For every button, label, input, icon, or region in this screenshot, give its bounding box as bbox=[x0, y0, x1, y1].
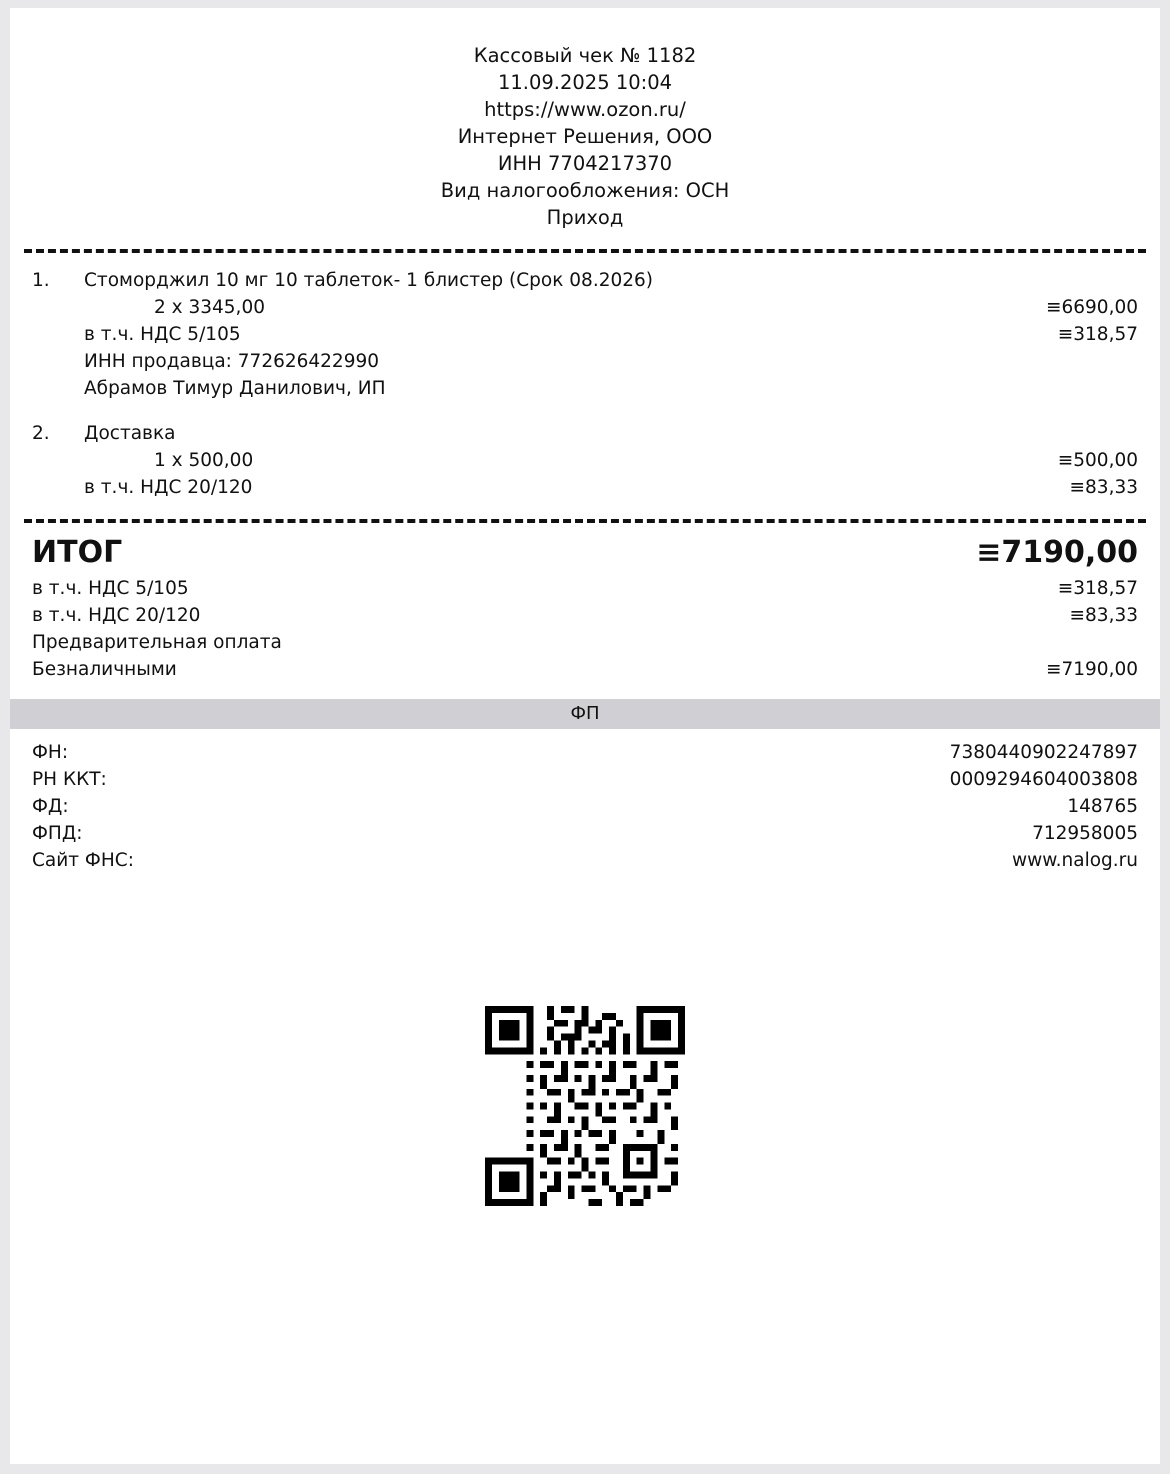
qr-container bbox=[10, 1006, 1160, 1206]
cashless-label: Безналичными bbox=[32, 659, 177, 680]
list-item bbox=[32, 267, 1138, 402]
total-vat2-amount: ≡83,33 bbox=[1069, 605, 1138, 626]
item-amount: ≡500,00 bbox=[1057, 450, 1138, 471]
item-vat-label: в т.ч. НДС 5/105 bbox=[84, 324, 241, 345]
item-seller-name: Абрамов Тимур Данилович, ИП bbox=[84, 378, 386, 399]
item-seller-inn: ИНН продавца: 772626422990 bbox=[84, 351, 380, 372]
item-amount: ≡6690,00 bbox=[1045, 297, 1138, 318]
fpd-label: ФПД: bbox=[32, 823, 83, 844]
item-number: 1. bbox=[32, 270, 50, 291]
cashless-amount: ≡7190,00 bbox=[1045, 659, 1138, 680]
receipt-title: Кассовый чек № 1182 bbox=[473, 44, 697, 67]
company-inn: ИНН 7704217370 bbox=[497, 152, 673, 175]
item-qty-price: 1 х 500,00 bbox=[154, 450, 254, 471]
item-qty-price: 2 х 3345,00 bbox=[154, 297, 265, 318]
item-vat-amount: ≡318,57 bbox=[1057, 324, 1138, 345]
rn-kkt-value: 0009294604003808 bbox=[949, 769, 1138, 790]
fpd-value: 712958005 bbox=[1032, 823, 1138, 844]
qr-code bbox=[485, 1006, 685, 1206]
total-vat1-amount: ≡318,57 bbox=[1057, 578, 1138, 599]
total-amount: ≡7190,00 bbox=[976, 535, 1138, 570]
receipt-header bbox=[10, 8, 1160, 231]
fp-section-bar: ФП bbox=[10, 699, 1160, 729]
total-vat1-label: в т.ч. НДС 5/105 bbox=[32, 578, 189, 599]
item-vat-amount: ≡83,33 bbox=[1069, 477, 1138, 498]
company-name: Интернет Решения, ООО bbox=[457, 125, 713, 148]
items-list bbox=[10, 253, 1160, 501]
operation-type: Приход bbox=[546, 206, 624, 229]
fiscal-details bbox=[10, 729, 1160, 874]
fns-site-value: www.nalog.ru bbox=[1011, 850, 1138, 871]
total-label: ИТОГ bbox=[32, 535, 123, 570]
receipt-datetime: 11.09.2025 10:04 bbox=[497, 71, 673, 94]
item-vat-label: в т.ч. НДС 20/120 bbox=[84, 477, 253, 498]
list-item bbox=[32, 420, 1138, 501]
fns-site-label: Сайт ФНС: bbox=[32, 850, 134, 871]
prepayment-label: Предварительная оплата bbox=[32, 632, 282, 653]
merchant-url: https://www.ozon.ru/ bbox=[484, 98, 686, 121]
totals-section bbox=[10, 523, 1160, 691]
receipt-document bbox=[10, 8, 1160, 1464]
fn-value: 7380440902247897 bbox=[949, 742, 1138, 763]
item-title: Стоморджил 10 мг 10 таблеток- 1 блистер (Срок 08.2026) bbox=[84, 270, 654, 291]
total-vat2-label: в т.ч. НДС 20/120 bbox=[32, 605, 201, 626]
fd-label: ФД: bbox=[32, 796, 69, 817]
fd-value: 148765 bbox=[1067, 796, 1138, 817]
tax-system: Вид налогообложения: ОСН bbox=[440, 179, 730, 202]
item-title: Доставка bbox=[84, 423, 176, 444]
fn-label: ФН: bbox=[32, 742, 69, 763]
item-number: 2. bbox=[32, 423, 50, 444]
rn-kkt-label: РН ККТ: bbox=[32, 769, 107, 790]
